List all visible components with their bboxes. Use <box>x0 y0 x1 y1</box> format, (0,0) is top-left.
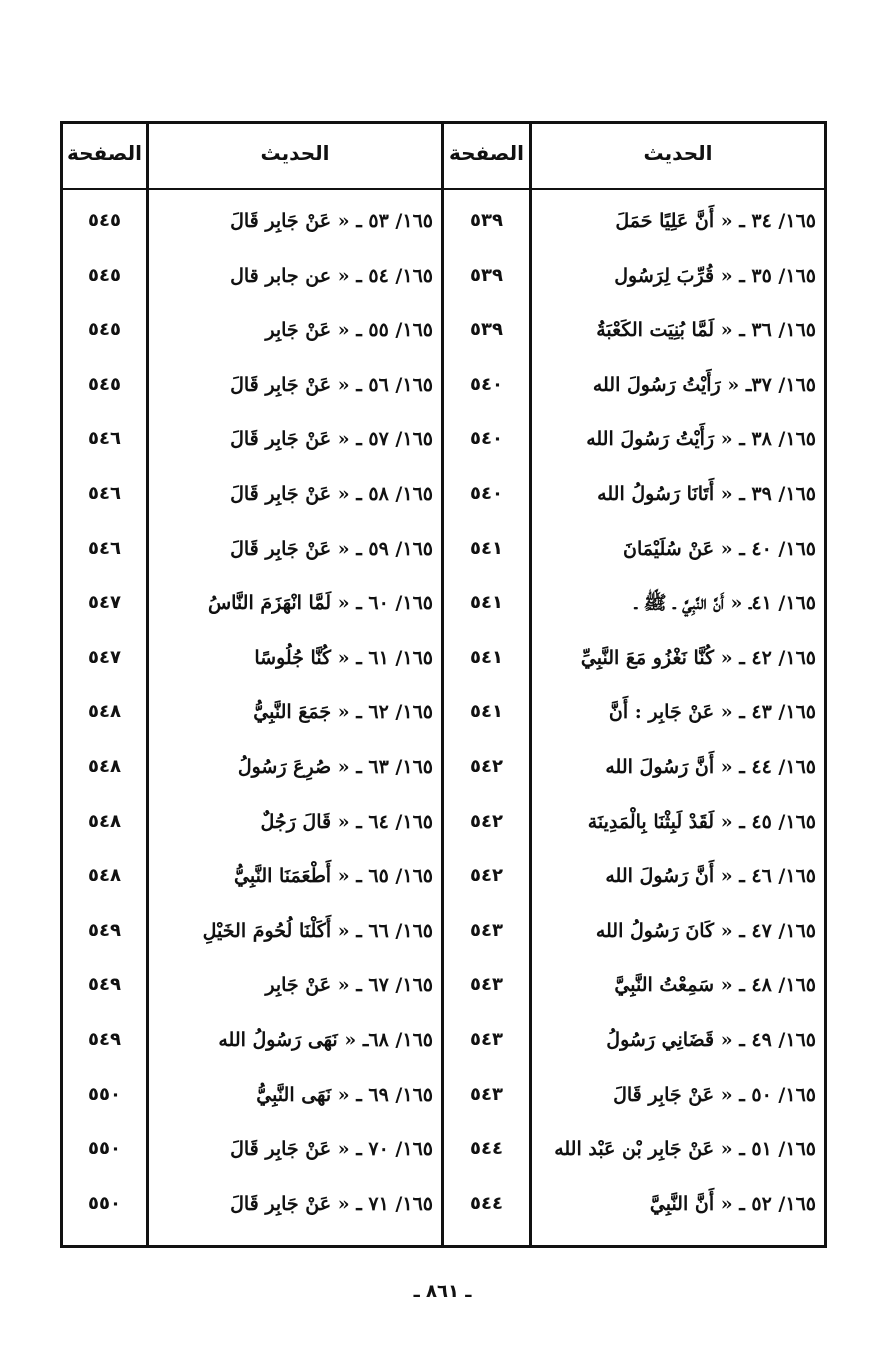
header-page-right: الصفحة <box>448 141 524 165</box>
table-row <box>63 303 824 358</box>
table-header <box>63 124 824 190</box>
hadith-entry-right: ١٦٥/ ٣٨ ـ « رَأَيْتُ رَسُولَ الله <box>586 428 816 451</box>
hadith-entry-left: ١٦٥/ ٥٨ ـ « عَنْ جَابِر قَالَ <box>230 482 433 505</box>
page-ref-right: ٥٤١ <box>470 537 503 559</box>
page-ref-right: ٥٤١ <box>470 592 503 614</box>
page-ref-left: ٥٥٠ <box>88 1138 121 1160</box>
table-row <box>63 1068 824 1123</box>
hadith-entry-right: ١٦٥/ ٤٣ ـ « عَنْ جَابِر : أَنَّ <box>608 701 816 724</box>
hadith-entry-right: ١٦٥/ ٣٦ ـ « لَمَّا بُنِيَت الكَعْبَةُ <box>596 319 816 342</box>
hadith-entry-right: ١٦٥/ ٤١ـ « أَنَّ النَّبِيَّ ـ ﷺ ـ <box>634 592 816 615</box>
hadith-entry-left: ١٦٥/ ٦٠ ـ « لَمَّا انْهَزَمَ النَّاسُ <box>207 592 433 615</box>
hadith-entry-left: ١٦٥/ ٦٩ ـ « نَهَى النَّبِيُّ <box>256 1083 433 1106</box>
hadith-entry-right: ١٦٥/ ٤٨ ـ « سَمِعْتُ النَّبِيَّ <box>614 974 816 997</box>
page-ref-left: ٥٤٥ <box>88 373 121 395</box>
hadith-index-table <box>60 121 827 1248</box>
page-ref-left: ٥٤٨ <box>88 865 121 887</box>
table-row <box>63 249 824 304</box>
hadith-entry-left: ١٦٥/ ٦٤ ـ « قَالَ رَجُلٌ <box>260 810 433 833</box>
hadith-entry-right: ١٦٥/ ٤٧ ـ « كَانَ رَسُولُ الله <box>595 919 816 942</box>
header-hadith-left: الحديث <box>260 141 330 165</box>
page-ref-right: ٥٤٤ <box>470 1192 503 1214</box>
hadith-entry-right: ١٦٥/ ٥١ ـ « عَنْ جَابِر بْن عَبْد الله <box>554 1138 816 1161</box>
page-ref-left: ٥٥٠ <box>88 1083 121 1105</box>
hadith-entry-right: ١٦٥/ ٤٤ ـ « أَنَّ رَسُولَ الله <box>605 755 816 778</box>
hadith-entry-left: ١٦٥/ ٦١ ـ « كُنَّا جُلُوسًا <box>254 646 433 669</box>
hadith-entry-right: ١٦٥/ ٣٥ ـ « قُرِّبَ لِرَسُول <box>614 264 816 287</box>
hadith-entry-right: ١٦٥/ ٣٤ ـ « أَنَّ عَلِيًا حَمَلَ <box>615 210 816 232</box>
hadith-entry-right: ١٦٥/ ٥٠ ـ « عَنْ جَابِر قَالَ <box>613 1083 816 1106</box>
header-hadith-right: الحديث <box>643 141 713 165</box>
page-ref-right: ٥٣٩ <box>470 210 503 231</box>
page-ref-left: ٥٤٥ <box>88 210 121 231</box>
table-row <box>63 849 824 904</box>
hadith-entry-left: ١٦٥/ ٦٦ ـ « أَكَلْنَا لُحُومَ الخَيْلِ <box>202 919 433 942</box>
header-page-left: الصفحة <box>66 141 142 165</box>
page-ref-right: ٥٤١ <box>470 701 503 723</box>
hadith-entry-right: ١٦٥/ ٤٢ ـ « كُنَّا نَغْزُو مَعَ النَّبِيِّ <box>580 646 816 669</box>
hadith-entry-right: ١٦٥/ ٤٩ ـ « قَضَانِي رَسُولُ <box>606 1028 816 1051</box>
table-row <box>63 467 824 522</box>
table-row <box>63 1122 824 1177</box>
hadith-entry-right: ١٦٥/ ٤٦ ـ « أَنَّ رَسُولَ الله <box>605 865 816 888</box>
hadith-entry-left: ١٦٥/ ٧١ ـ « عَنْ جَابِر قَالَ <box>230 1192 433 1215</box>
hadith-entry-left: ١٦٥/ ٥٧ ـ « عَنْ جَابِر قَالَ <box>230 428 433 451</box>
page-ref-right: ٥٤٠ <box>470 482 503 504</box>
table-row <box>63 740 824 795</box>
table-row <box>63 958 824 1013</box>
table-row <box>63 576 824 631</box>
page-ref-right: ٥٤٣ <box>470 1028 503 1050</box>
table-row <box>63 904 824 959</box>
page-ref-left: ٥٤٧ <box>88 646 121 668</box>
table-row <box>63 1177 824 1232</box>
page-ref-right: ٥٣٩ <box>470 264 503 286</box>
table-row <box>63 631 824 686</box>
hadith-entry-left: ١٦٥/ ٧٠ ـ « عَنْ جَابِر قَالَ <box>230 1138 433 1161</box>
page-ref-left: ٥٤٨ <box>88 755 121 777</box>
hadith-entry-left: ١٦٥/ ٥٥ ـ « عَنْ جَابِر <box>265 319 433 342</box>
page-ref-left: ٥٤٦ <box>88 428 121 450</box>
page-ref-left: ٥٤٨ <box>88 701 121 723</box>
page-ref-right: ٥٤٣ <box>470 1083 503 1105</box>
page-ref-left: ٥٤٦ <box>88 482 121 504</box>
table-row <box>63 194 824 249</box>
page-ref-right: ٥٤٠ <box>470 428 503 450</box>
page-ref-right: ٥٤٢ <box>470 865 503 887</box>
table-row <box>63 522 824 577</box>
page-ref-left: ٥٤٥ <box>88 319 121 341</box>
page-ref-left: ٥٤٧ <box>88 592 121 614</box>
page-ref-right: ٥٤٠ <box>470 373 503 395</box>
page-ref-right: ٥٤٤ <box>470 1138 503 1160</box>
hadith-entry-left: ١٦٥/ ٥٩ ـ « عَنْ جَابِر قَالَ <box>230 537 433 560</box>
hadith-entry-left: ١٦٥/ ٦٥ ـ « أَطْعَمَنَا النَّبِيُّ <box>234 865 433 888</box>
page-number: ـ ٨٦١ ـ <box>413 1281 472 1302</box>
hadith-entry-right: ١٦٥/ ٥٢ ـ « أَنَّ النَّبِيَّ <box>649 1192 816 1215</box>
page-ref-right: ٥٤٢ <box>470 755 503 777</box>
table-row <box>63 685 824 740</box>
page-ref-right: ٥٤٣ <box>470 919 503 941</box>
page-ref-right: ٥٤١ <box>470 646 503 668</box>
page-ref-left: ٥٤٩ <box>88 919 121 941</box>
table-row <box>63 795 824 850</box>
hadith-entry-left: ١٦٥/ ٥٤ ـ « عن جابر قال <box>230 264 433 287</box>
page-ref-left: ٥٤٩ <box>88 974 121 996</box>
hadith-entry-right: ١٦٥/ ٣٧ـ « رَأَيْتُ رَسُولَ الله <box>592 373 816 396</box>
page-ref-left: ٥٤٦ <box>88 537 121 559</box>
hadith-entry-right: ١٦٥/ ٤٥ ـ « لَقَدْ لَبِثْنَا بِالْمَدِينَة <box>587 810 816 833</box>
page-ref-right: ٥٤٣ <box>470 974 503 996</box>
table-row <box>63 412 824 467</box>
hadith-entry-right: ١٦٥/ ٤٠ ـ « عَنْ سُلَيْمَانَ <box>623 537 816 560</box>
table-row <box>63 358 824 413</box>
hadith-entry-left: ١٦٥/ ٦٢ ـ « جَمَعَ النَّبِيُّ <box>253 701 433 724</box>
page-ref-left: ٥٤٨ <box>88 810 121 832</box>
page-ref-left: ٥٤٩ <box>88 1028 121 1050</box>
hadith-entry-right: ١٦٥/ ٣٩ ـ « أَتَانَا رَسُولُ الله <box>597 482 816 505</box>
hadith-entry-left: ١٦٥/ ٦٧ ـ « عَنْ جَابِر <box>265 974 433 997</box>
hadith-entry-left: ١٦٥/ ٥٦ ـ « عَنْ جَابِر قَالَ <box>230 373 433 396</box>
table-row <box>63 1013 824 1068</box>
hadith-entry-left: ١٦٥/ ٦٣ ـ « صُرِعَ رَسُولُ <box>237 755 433 778</box>
hadith-entry-left: ١٦٥/ ٦٨ـ « نَهَى رَسُولُ الله <box>218 1028 433 1051</box>
page-ref-right: ٥٣٩ <box>470 319 503 341</box>
page-ref-right: ٥٤٢ <box>470 810 503 832</box>
table-body <box>63 194 824 1231</box>
hadith-entry-left: ١٦٥/ ٥٣ ـ « عَنْ جَابِر قَالَ <box>230 210 433 232</box>
page-ref-left: ٥٤٥ <box>88 264 121 286</box>
page-ref-left: ٥٥٠ <box>88 1192 121 1214</box>
